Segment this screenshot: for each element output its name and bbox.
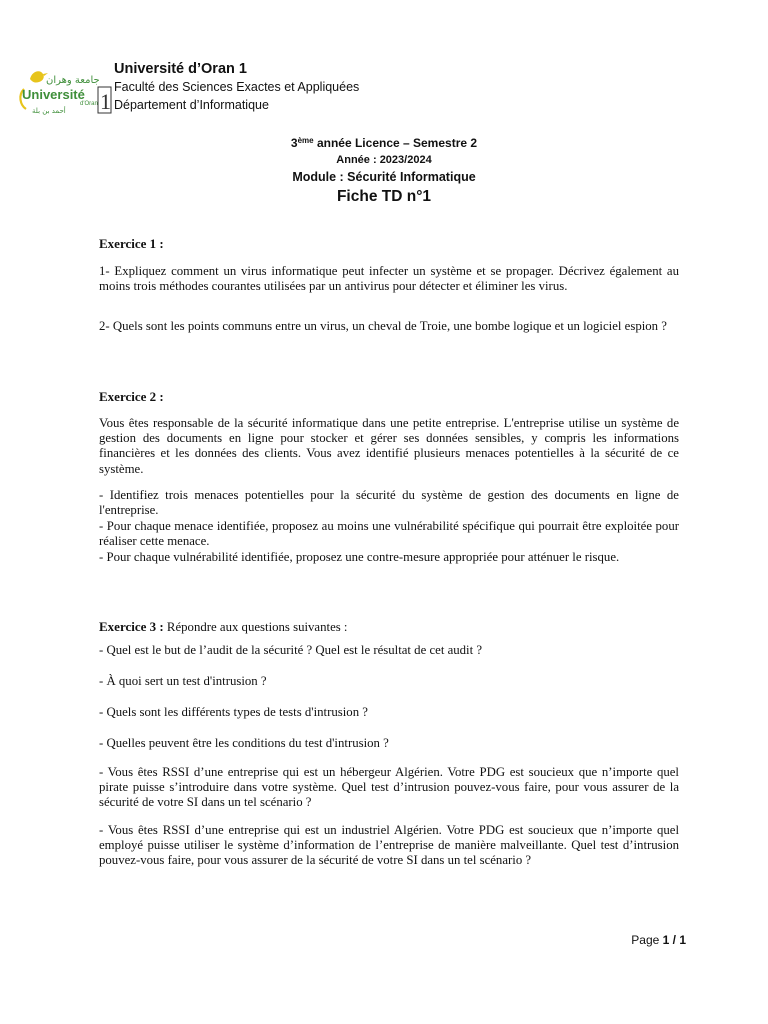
exercice-1-question-2: 2- Quels sont les points communs entre un virus, un cheval de Troie, une bombe logique et un logiciel espion ? bbox=[99, 319, 667, 333]
exercice-3-subtitle: Répondre aux questions suivantes : bbox=[163, 620, 348, 634]
exercice-3-heading bbox=[99, 619, 679, 635]
exercice-1-question-1: 1- Expliquez comment un virus informatique peut infecter un système et se propager. Décrivez également au moins trois méthodes courantes utilisées par un antivirus pour détecter et éliminer les virus. bbox=[99, 264, 679, 294]
module-name: Module : Sécurité Informatique bbox=[292, 170, 476, 184]
logo-arabic-sub-text: أحمد بن بلة bbox=[32, 107, 66, 115]
exercice-3-question-3: - Quels sont les différents types de tests d'intrusion ? bbox=[99, 705, 368, 719]
level-semester bbox=[0, 134, 768, 152]
page-footer bbox=[631, 933, 686, 947]
logo-latin-text: Université bbox=[22, 87, 85, 102]
exercice-2-title: Exercice 2 : bbox=[99, 389, 164, 404]
faculty-name: Faculté des Sciences Exactes et Appliquées bbox=[114, 80, 360, 94]
exercice-3-title: Exercice 3 : bbox=[99, 619, 164, 634]
logo-arabic-text: جامعة وهران bbox=[46, 75, 100, 86]
department-name: Département d’Informatique bbox=[114, 98, 269, 112]
page-number: 1 / 1 bbox=[662, 933, 686, 947]
exercice-3-question-2: - À quoi sert un test d'intrusion ? bbox=[99, 674, 267, 688]
institution-block bbox=[114, 60, 359, 114]
document-title-block bbox=[0, 134, 768, 208]
exercice-3-question-6: - Vous êtes RSSI d’une entreprise qui est un industriel Algérien. Votre PDG est soucieux que n’importe quel employé puisse utiliser le système d’information de l’entreprise de manière malveillante. Quel test d’intrusion pouvez-vous faire, pour vous assurer de la sécurité de votre SI dans un tel scénario ? bbox=[99, 823, 679, 868]
logo-doran-text: d'Oran bbox=[80, 101, 98, 107]
fiche-title: Fiche TD n°1 bbox=[336, 188, 432, 205]
exercice-3-question-1: - Quel est le but de l’audit de la sécurité ? Quel est le résultat de cet audit ? bbox=[99, 643, 483, 657]
exercice-2-item-3: - Pour chaque vulnérabilité identifiée, proposez une contre-mesure appropriée pour atténuer le risque. bbox=[99, 550, 620, 564]
header bbox=[10, 60, 430, 130]
university-name: Université d’Oran 1 bbox=[114, 61, 247, 77]
exercice-2-intro: Vous êtes responsable de la sécurité informatique dans une petite entreprise. L'entreprise utilise un système de gestion des documents en ligne pour stocker et gérer ses données sensibles, y compris les informations financières et les données des clients. Vous avez identifié plusieurs menaces potentielles à la sécurité de ce système. bbox=[99, 416, 679, 476]
exercice-1-title: Exercice 1 : bbox=[99, 236, 164, 251]
university-logo bbox=[10, 65, 118, 125]
exercice-2-item-2: - Pour chaque menace identifiée, proposez au moins une vulnérabilité spécifique qui pourrait être exploitée pour réaliser cette menace. bbox=[99, 519, 679, 549]
academic-year: Année : 2023/2024 bbox=[336, 154, 432, 166]
exercice-2-item-1: - Identifiez trois menaces potentielles pour la sécurité du système de gestion des documents en ligne de l'entreprise. bbox=[99, 488, 679, 518]
exercice-3-question-4: - Quelles peuvent être les conditions du test d'intrusion ? bbox=[99, 736, 389, 750]
exercice-3-question-5: - Vous êtes RSSI d’une entreprise qui est un hébergeur Algérien. Votre PDG est soucieux que n’importe quel pirate puisse s’introduire dans votre système. Quel test d’intrusion pouvez-vous faire, pour vous assurer de la sécurité de votre SI dans un tel scénario ? bbox=[99, 765, 679, 810]
year-superscript: ème bbox=[297, 136, 314, 145]
page-label: Page bbox=[631, 933, 663, 947]
year-number: 3 bbox=[290, 136, 298, 150]
level-rest: année Licence – Semestre 2 bbox=[313, 136, 478, 150]
logo-numeral-text: 1 bbox=[100, 89, 111, 114]
